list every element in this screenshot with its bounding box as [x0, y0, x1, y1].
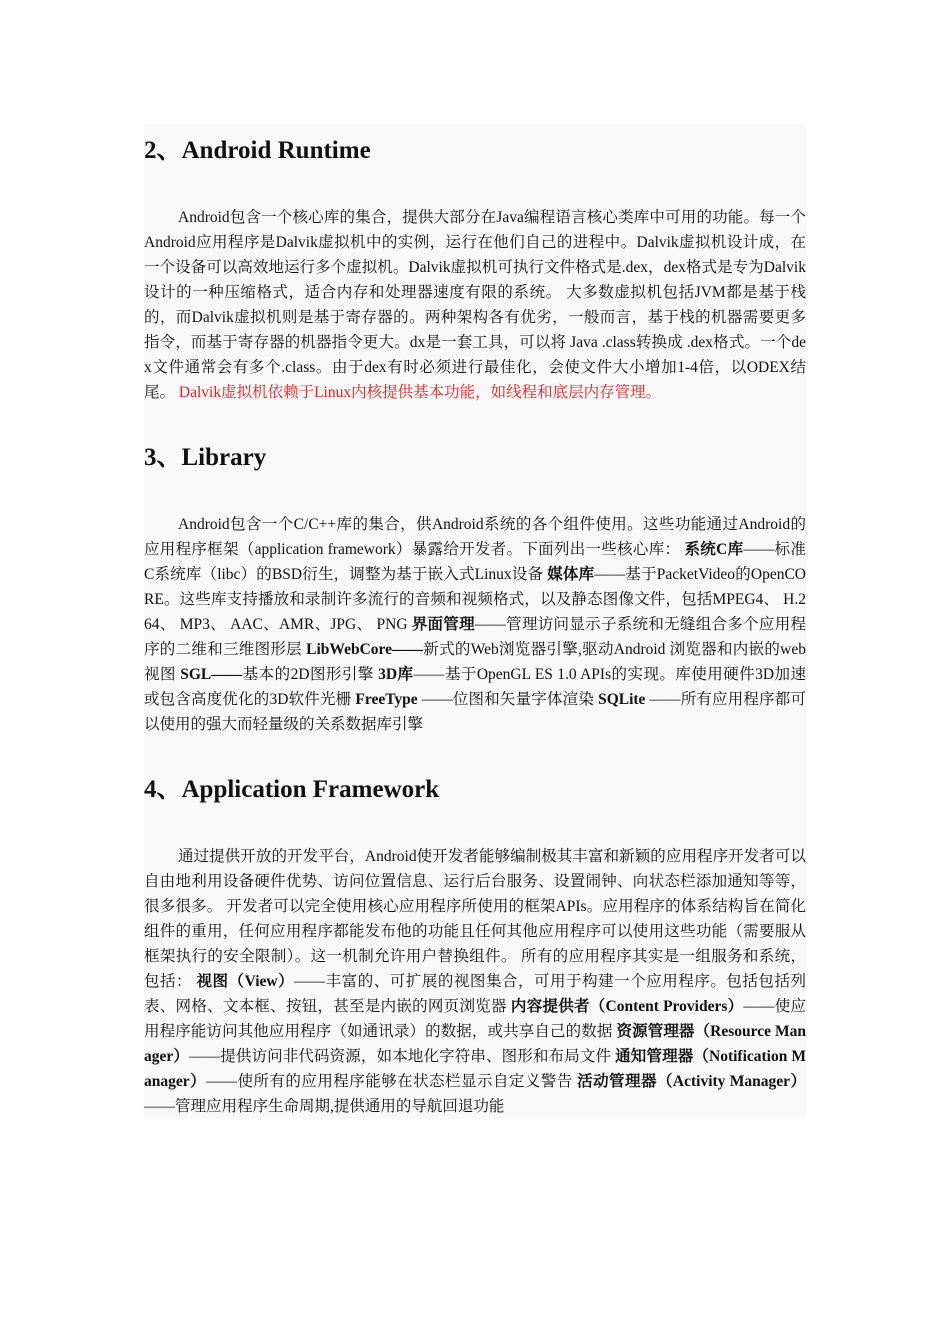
paragraph-text: Android包含一个核心库的集合，提供大部分在Java编程语言核心类库中可用的功能。每一个Android应用程序是Dalvik虚拟机中的实例，运行在他们自己的进程中。Dalvik虚拟机设计成，在一个设备可以高效地运行多个虚拟机。Dalvik虚拟机可执行文件格式是.dex，dex格式是专为Dalvik设计的一种压缩格式，适合内存和处理器速度有限的系统。 大多数虚拟机包括JVM都是基于栈的，而Dalvik虚拟机则是基于寄存器的。两种架构各有优劣，一般而言，基于栈的机器需要更多指令，而基于寄存器的机器指令更大。dx是一套工具，可以将 Java .class转换成 .dex格式。一个dex文件通常会有多个.class。由于dex有时必须进行最佳化，会使文件大小增加1-4倍，以ODEX结尾。	[144, 209, 806, 401]
term-content-providers: 内容提供者（Content Providers）	[510, 998, 744, 1015]
term-libwebcore: LibWebCore——	[306, 641, 423, 658]
term-view: 视图（View）	[196, 973, 295, 990]
paragraph-text: ——位图和矢量字体渲染	[417, 691, 599, 708]
paragraph-text: ——使应用程序能访问其他应用程序（如通讯录）的数据，或共享自己的数据	[144, 998, 806, 1040]
document-body	[144, 124, 806, 1119]
paragraph-text: ——管理应用程序生命周期,提供通用的导航回退功能	[144, 1098, 505, 1115]
term-3d-lib: 3D库	[378, 666, 414, 683]
paragraph-text: ——所有应用程序都可以使用的强大而轻量级的关系数据库引擎	[144, 691, 806, 733]
term-resource-manager: 资源管理器（Resource Manager）	[144, 1023, 806, 1065]
paragraph-text: ——基于OpenGL ES 1.0 APIs的实现。库使用硬件3D加速或包含高度优化的3D软件光栅	[144, 666, 806, 708]
paragraph-text: ——丰富的、可扩展的视图集合，可用于构建一个应用程序。包括包括列表、网格、文本框、按钮，甚至是内嵌的网页浏览器	[144, 973, 806, 1015]
term-sqlite: SQLite	[598, 691, 646, 708]
paragraph-text: 通过提供开放的开发平台，Android使开发者能够编制极其丰富和新颖的应用程序开发者可以自由地利用设备硬件优势、访问位置信息、运行后台服务、设置闹钟、向状态栏添加通知等等，很多很多。 开发者可以完全使用核心应用程序所使用的框架APIs。应用程序的体系结构旨在简化组件的重用，任何应用程序都能发布他的功能且任何其他应用程序可以使用这些功能（需要服从框架执行的安全限制）。这一机制允许用户替换组件。 所有的应用程序其实是一组服务和系统，包括：	[144, 848, 806, 990]
term-activity-manager: 活动管理器（Activity Manager）	[577, 1073, 806, 1090]
section-gap	[144, 737, 806, 763]
term-sgl: SGL——	[180, 666, 243, 683]
term-media-lib: 媒体库	[547, 566, 595, 583]
paragraph-text: 基本的2D图形引擎	[242, 666, 379, 683]
section-paragraph-application-framework	[144, 819, 806, 1119]
highlighted-note: Dalvik虚拟机依赖于Linux内核提供基本功能，如线程和底层内存管理。	[178, 384, 662, 401]
section-paragraph-android-runtime	[144, 180, 806, 405]
paragraph-text: ——标准C系统库（libc）的BSD衍生，调整为基于嵌入式Linux设备	[144, 541, 806, 583]
section-gap	[144, 405, 806, 431]
paragraph-text: Android包含一个C/C++库的集合，供Android系统的各个组件使用。这些功能通过Android的应用程序框架（application framework）暴露给开发者。下面列出一些核心库：	[144, 516, 806, 558]
term-freetype: FreeType	[355, 691, 418, 708]
paragraph-text: ——提供访问非代码资源，如本地化字符串、图形和布局文件	[189, 1048, 616, 1065]
term-system-c-lib: 系统C库	[684, 541, 744, 558]
section-title-application-framework: 4、Application Framework	[144, 776, 440, 803]
section-title-library: 3、Library	[144, 444, 267, 471]
paragraph-text: ——基于PacketVideo的OpenCORE。这些库支持播放和录制许多流行的音频和视频格式，以及静态图像文件，包括MPEG4、 H.264、 MP3、 AAC、AMR、JPG、 PNG	[144, 566, 806, 633]
paragraph-text: ——使所有的应用程序能够在状态栏显示自定义警告	[206, 1073, 578, 1090]
paragraph-text: ——管理访问显示子系统和无缝组合多个应用程序的二维和三维图形层	[144, 616, 806, 658]
section-paragraph-library	[144, 487, 806, 737]
term-notification-manager: 通知管理器（Notification Manager）	[144, 1048, 806, 1090]
term-surface-manager: 界面管理	[411, 616, 475, 633]
section-title-android-runtime: 2、Android Runtime	[144, 137, 371, 164]
paragraph-text: 新式的Web浏览器引擎,驱动Android 浏览器和内嵌的web视图	[144, 641, 806, 683]
